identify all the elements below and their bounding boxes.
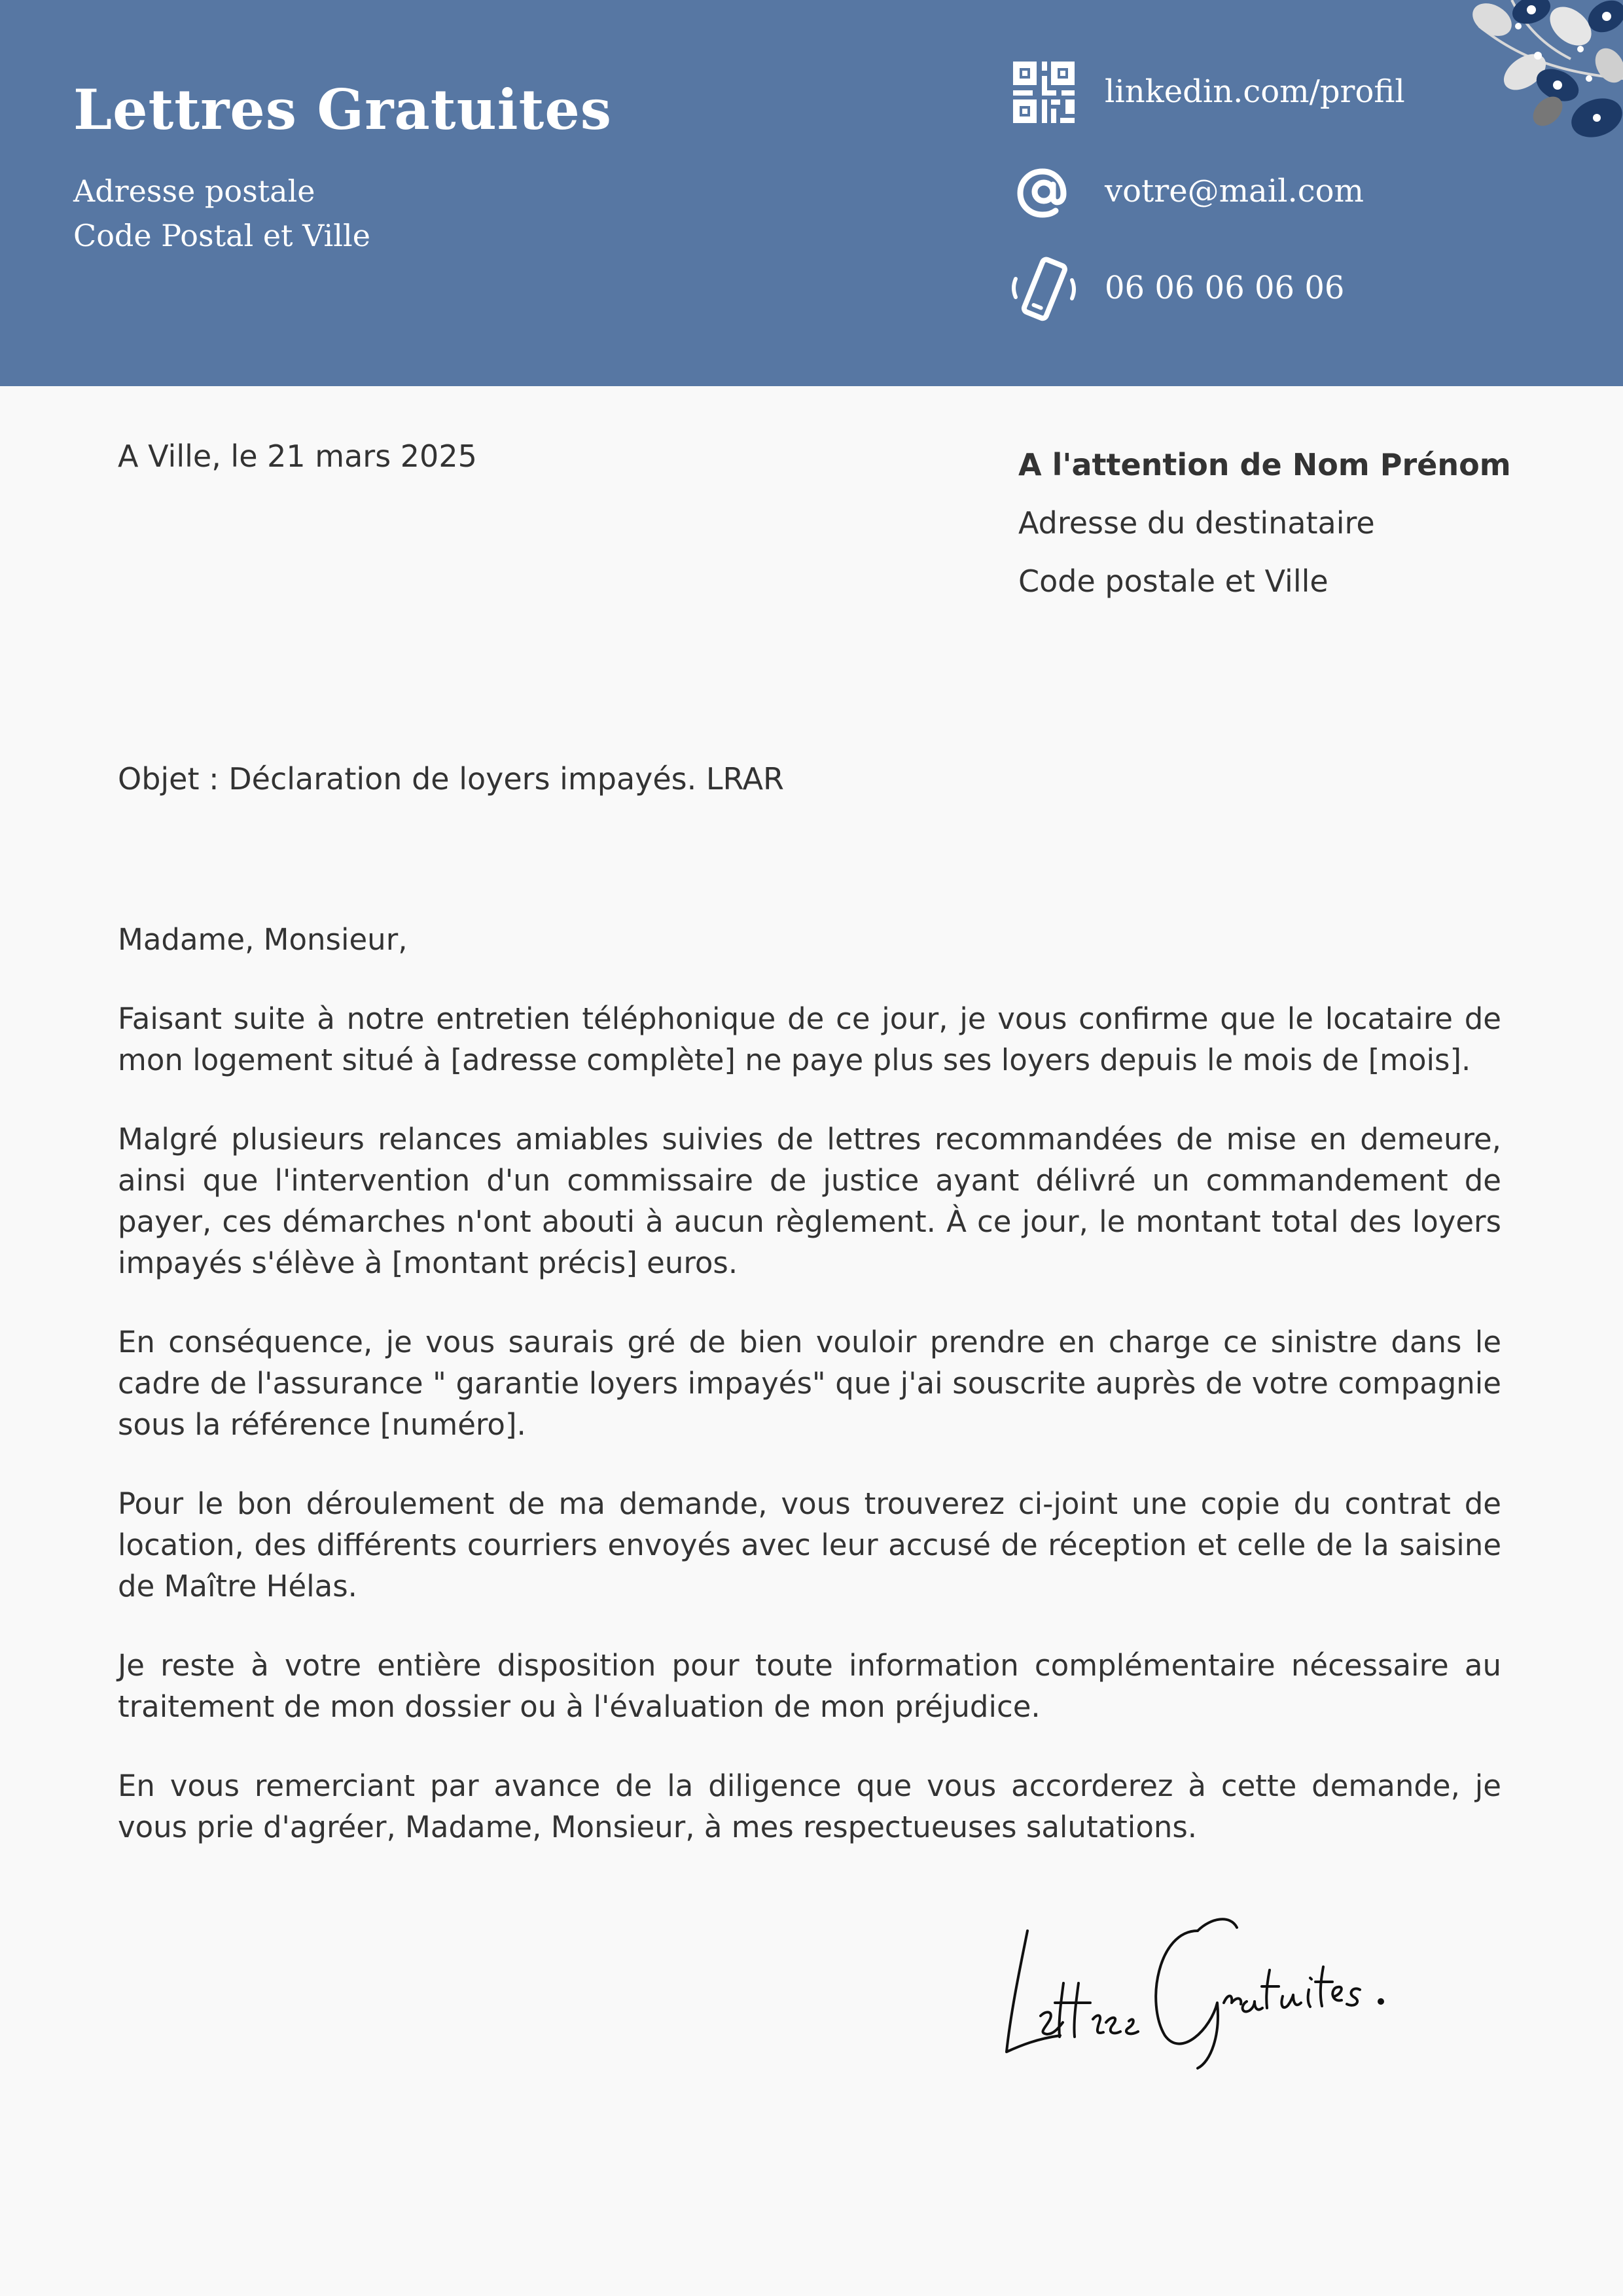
paragraph: En vous remerciant par avance de la diligence que vous accorderez à cette demande, je vous prie d'agréer, Madame, Monsieur, à mes respectueuses salutations. xyxy=(118,1768,1501,1844)
sender-name: Lettres Gratuites xyxy=(73,77,613,142)
letter-header xyxy=(0,0,1623,386)
contact-linkedin xyxy=(1008,56,1505,128)
floral-decoration xyxy=(1472,0,1623,164)
phone-icon xyxy=(1008,253,1080,325)
sender-address-line2: Code Postal et Ville xyxy=(73,218,370,253)
paragraph: Faisant suite à notre entretien téléphonique de ce jour, je vous confirme que le locataire de mon logement situé à [adresse complète] ne paye plus ses loyers depuis le mois de [mois]. xyxy=(118,1001,1501,1077)
recipient-address: Adresse du destinataire xyxy=(1018,505,1375,541)
greeting: Madame, Monsieur, xyxy=(118,922,408,957)
handwritten-signature xyxy=(1001,1905,1420,2075)
recipient-city: Code postale et Ville xyxy=(1018,564,1329,599)
sender-address xyxy=(73,169,370,258)
paragraph: En conséquence, je vous saurais gré de bien vouloir prendre en charge ce sinistre dans le cadre de l'assurance " garantie loyers impayés" que j'ai souscrite auprès de votre compagnie sous la référence [numéro]. xyxy=(118,1325,1501,1442)
recipient-name: A l'attention de Nom Prénom xyxy=(1018,447,1511,482)
at-sign-icon xyxy=(1008,156,1080,228)
date-line: A Ville, le 21 mars 2025 xyxy=(118,439,477,474)
qr-code-icon xyxy=(1008,56,1080,128)
sender-address-line1: Adresse postale xyxy=(73,173,315,209)
subject-line: Objet : Déclaration de loyers impayés. LRAR xyxy=(118,761,785,797)
contact-email xyxy=(1008,156,1505,228)
email-text: votre@mail.com xyxy=(1105,173,1364,209)
contact-phone xyxy=(1008,253,1505,325)
recipient-block xyxy=(1018,436,1511,611)
paragraph: Malgré plusieurs relances amiables suivies de lettres recommandées de mise en demeure, ainsi que l'intervention d'un commissaire de justice ayant délivré un commandement de payer, ces démarches n'ont abouti à aucun règlement. À ce jour, le montant total des loyers impayés s'élève à [montant précis] euros. xyxy=(118,1122,1501,1280)
phone-text: 06 06 06 06 06 xyxy=(1105,270,1345,306)
linkedin-text: linkedin.com/profil xyxy=(1105,73,1405,110)
paragraph: Je reste à votre entière disposition pour toute information complémentaire nécessaire au traitement de mon dossier ou à l'évaluation de mon préjudice. xyxy=(118,1648,1501,1724)
paragraph: Pour le bon déroulement de ma demande, vous trouverez ci-joint une copie du contrat de location, des différents courriers envoyés avec leur accusé de réception et celle de la saisine de Maître Hélas. xyxy=(118,1486,1501,1604)
letter-body xyxy=(118,919,1501,1886)
